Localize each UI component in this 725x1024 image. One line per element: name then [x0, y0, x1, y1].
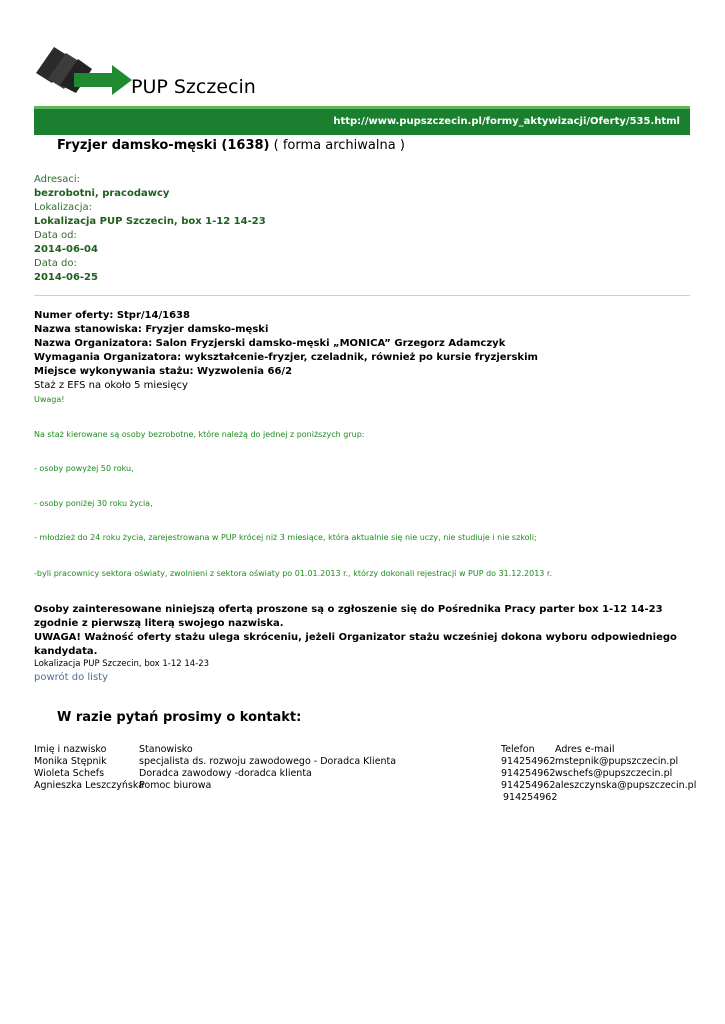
contact-name: Wioleta Schefs [34, 768, 105, 779]
workplace: Miejsce wykonywania stażu: Wyzwolenia 66/2 [34, 366, 293, 377]
page-title [57, 138, 405, 153]
contact-email[interactable]: mstepnik@pupszczecin.pl [555, 756, 679, 767]
note-intro: Na staż kierowane są osoby bezrobotne, które należą do jednej z poniższych grup: [34, 430, 365, 439]
note-group-youth: - młodzież do 24 roku życia, zarejestrowana w PUP krócej niż 3 miesiące, która aktualnie się nie uczy, nie studiuje i nie szkoli; [34, 533, 537, 542]
contact-position: specjalista ds. rozwoju zawodowego - Doradca Klienta [139, 756, 397, 767]
meta-value-date-to: 2014-06-25 [34, 272, 98, 283]
contact-email[interactable]: wschefs@pupszczecin.pl [555, 768, 673, 779]
archive-note: ( forma archiwalna ) [273, 138, 405, 153]
contact-email[interactable]: aleszczynska@pupszczecin.pl [555, 780, 697, 791]
offer-title: Fryzjer damsko-męski (1638) [57, 138, 270, 153]
col-header-phone: Telefon [501, 744, 535, 755]
meta-value-date-from: 2014-06-04 [34, 244, 98, 255]
contact-name: Agnieszka Leszczyńska [34, 780, 145, 791]
pup-logo-icon [34, 43, 134, 99]
contact-phone: 914254962 [503, 792, 558, 803]
note-warning: Uwaga! [34, 395, 65, 404]
contact-phone: 914254962 [501, 780, 556, 791]
header-bar [34, 109, 690, 135]
contact-position: Doradca zawodowy -doradca klienta [139, 768, 312, 779]
back-to-list-link[interactable]: powrót do listy [34, 672, 109, 683]
meta-label-location: Lokalizacja: [34, 202, 92, 213]
col-header-name: Imię i nazwisko [34, 744, 107, 755]
note-group-over50: - osoby powyżej 50 roku, [34, 464, 134, 473]
contact-position: Pomoc biurowa [139, 780, 212, 791]
contact-heading: W razie pytań prosimy o kontakt: [57, 710, 302, 725]
meta-value-location: Lokalizacja PUP Szczecin, box 1-12 14-23 [34, 216, 266, 227]
contact-phone: 914254962 [501, 756, 556, 767]
meta-value-recipients: bezrobotni, pracodawcy [34, 188, 170, 199]
brand-name: PUP Szczecin [131, 76, 256, 98]
col-header-email: Adres e-mail [555, 744, 615, 755]
organizer-name: Nazwa Organizatora: Salon Fryzjerski damsko-męski „MONICA” Grzegorz Adamczyk [34, 338, 506, 349]
offer-number: Numer oferty: Stpr/14/1638 [34, 310, 190, 321]
col-header-position: Stanowisko [139, 744, 193, 755]
organizer-requirements: Wymagania Organizatora: wykształcenie-fryzjer, czeladnik, również po kursie fryzjerskim [34, 352, 538, 363]
location-footer: Lokalizacja PUP Szczecin, box 1-12 14-23 [34, 659, 210, 669]
contact-name: Monika Stępnik [34, 756, 107, 767]
section-divider [34, 295, 690, 296]
instruction-warning: UWAGA! Ważność oferty stażu ulega skróceniu, jeżeli Organizator stażu wcześniej dokona wyboru odpowiedniego kandydata. [34, 632, 677, 657]
contact-phone: 914254962 [501, 768, 556, 779]
meta-label-date-from: Data od: [34, 230, 77, 241]
page-url[interactable]: http://www.pupszczecin.pl/formy_aktywizacji/Oferty/535.html [333, 116, 680, 127]
meta-label-recipients: Adresaci: [34, 174, 81, 185]
meta-label-date-to: Data do: [34, 258, 77, 269]
internship-info: Staż z EFS na około 5 miesięcy [34, 380, 188, 391]
note-group-education: -byli pracownicy sektora oświaty, zwolnieni z sektora oświaty po 01.01.2013 r., którzy dokonali rejestracji w PUP do 31.12.2013 r. [34, 569, 553, 578]
instruction-apply: Osoby zainteresowane niniejszą ofertą proszone są o zgłoszenie się do Pośrednika Pracy parter box 1-12 14-23 zgodnie z pierwszą literą swojego nazwiska. [34, 604, 663, 629]
note-group-under30: - osoby poniżej 30 roku życia, [34, 499, 153, 508]
position-name: Nazwa stanowiska: Fryzjer damsko-męski [34, 324, 269, 335]
